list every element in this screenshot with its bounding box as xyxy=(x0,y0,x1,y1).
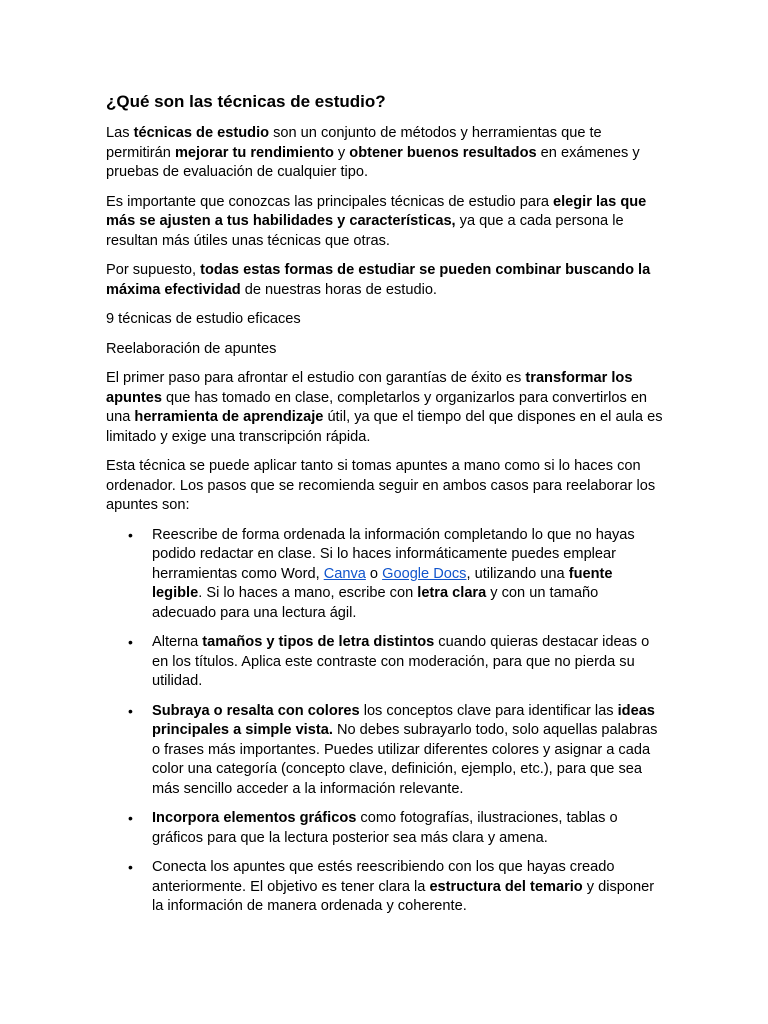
bold-text: obtener buenos resultados xyxy=(349,144,537,161)
list-item xyxy=(106,702,666,800)
text-run: Conecta los apuntes que estés reescribiendo con los que hayas creado anteriormente. El objetivo es tener clara la xyxy=(152,859,615,895)
text-run: útil, ya que el tiempo del que dispones en el aula es limitado y exige una transcripción rápida. xyxy=(106,409,663,445)
list-item xyxy=(106,633,666,692)
text-run: y disponer la información de manera ordenada y coherente. xyxy=(152,878,655,914)
page-title: ¿Qué son las técnicas de estudio? xyxy=(106,92,386,111)
text-run: de nuestras horas de estudio. xyxy=(240,281,437,298)
bold-text: estructura del temario xyxy=(429,878,583,895)
bullet-icon: • xyxy=(128,702,133,719)
text-run: No debes subrayarlo todo, solo aquellas palabras o frases más importantes. Puedes utilizar diferentes colores y asignar a cada color una categoría (concepto clave, definición, ejemplo, etc.), para que sea más sencillo acceder a la información relevante. xyxy=(152,722,658,797)
document-body xyxy=(106,90,666,927)
technique-paragraph: Esta técnica se puede aplicar tanto si tomas apuntes a mano como si lo haces con ordenador. Los pasos que se recomienda seguir en ambos casos para reelaborar los apuntes son: xyxy=(106,458,656,513)
bullet-icon: • xyxy=(128,526,133,543)
bold-text: transformar los apuntes xyxy=(106,370,633,406)
text-run: y con un tamaño adecuado para una lectura ágil. xyxy=(152,585,599,621)
text-run: , utilizando una xyxy=(466,565,569,582)
bold-text: fuente legible xyxy=(152,565,613,601)
text-run: que has tomado en clase, completarlos y organizarlos para convertirlos en una xyxy=(106,389,648,425)
text-run: Es importante que conozcas las principales técnicas de estudio para xyxy=(106,193,553,210)
bold-text: técnicas de estudio xyxy=(133,125,270,141)
bold-text: mejorar tu rendimiento xyxy=(174,144,334,161)
text-run: son un conjunto de métodos y herramientas que te permitirán xyxy=(106,125,602,161)
text-run: Alterna xyxy=(152,634,203,650)
bold-text: ideas principales a simple vista. xyxy=(152,702,655,738)
text-run: cuando quieras destacar ideas o en los títulos. Aplica este contraste con moderación, para que no pierda su utilidad. xyxy=(152,634,650,689)
subheading-techniques: 9 técnicas de estudio eficaces xyxy=(106,311,301,327)
text-run: o xyxy=(365,565,383,582)
text-run: como fotografías, ilustraciones, tablas o gráficos para que la lectura posterior sea más clara y amena. xyxy=(152,810,618,846)
google-docs-link[interactable]: Google Docs xyxy=(382,565,467,582)
intro-paragraph xyxy=(106,124,666,183)
text-run: Las xyxy=(106,125,134,141)
importance-paragraph xyxy=(106,193,666,252)
text-run: Reescribe de forma ordenada la información completando lo que no hayas podido redactar en clase. Si lo haces informáticamente puedes emplear herramientas como Word, xyxy=(152,526,635,582)
text-run: Por supuesto, xyxy=(106,262,201,278)
canva-link[interactable]: Canva xyxy=(323,565,366,582)
bold-text: Subraya o resalta con colores xyxy=(152,702,360,719)
list-item xyxy=(106,809,666,848)
bold-text: Incorpora elementos gráficos xyxy=(152,810,357,826)
bullet-icon: • xyxy=(128,810,133,826)
text-run: y xyxy=(333,144,350,161)
text-run: en exámenes y pruebas de evaluación de cualquier tipo. xyxy=(106,144,640,180)
combine-paragraph xyxy=(106,261,666,300)
text-run: ya que a cada persona le resultan más útiles unas técnicas que otras. xyxy=(106,213,624,249)
bold-text: tamaños y tipos de letra distintos xyxy=(202,634,435,650)
bold-text: todas estas formas de estudiar se pueden combinar buscando la máxima efectividad xyxy=(106,262,651,298)
list-item xyxy=(106,858,666,917)
list-item xyxy=(106,526,666,624)
bold-text: letra clara xyxy=(417,585,487,601)
subheading-notes: Reelaboración de apuntes xyxy=(106,340,277,357)
text-run: . Si lo haces a mano, escribe con xyxy=(198,585,418,601)
steps-list xyxy=(106,526,666,917)
text-run: El primer paso para afrontar el estudio con garantías de éxito es xyxy=(106,370,526,386)
bullet-icon: • xyxy=(128,634,133,650)
bullet-icon: • xyxy=(128,859,133,875)
bold-text: elegir las que más se ajusten a tus habilidades y características, xyxy=(106,193,647,229)
first-step-paragraph xyxy=(106,369,666,447)
bold-text: herramienta de aprendizaje xyxy=(134,409,324,425)
text-run: los conceptos clave para identificar las xyxy=(359,702,618,719)
